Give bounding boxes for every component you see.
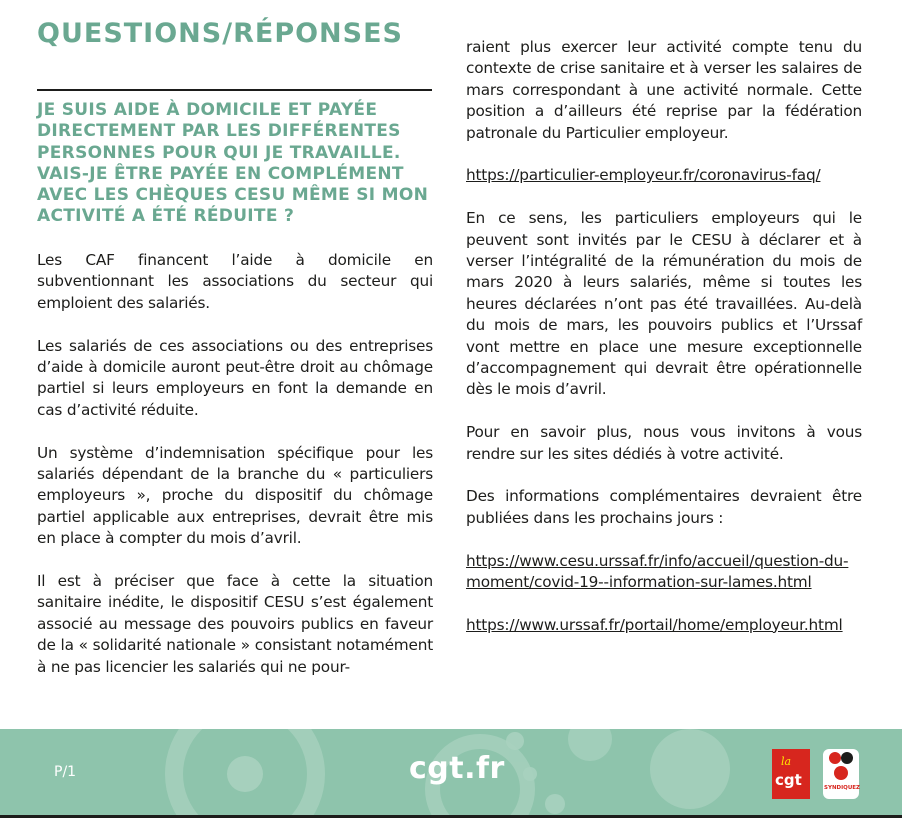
paragraph-continuation: raient plus exercer leur activité compte tenu du contexte de crise sanitaire et à verser les salaires de mars correspondant à une activité normale. Cette position a d’ailleurs été reprise par la fédération patronale du Particulier employeur. — [466, 38, 862, 142]
link-particulier-employeur[interactable]: https://particulier-employeur.fr/coronavirus-faq/ — [466, 166, 821, 185]
paragraph-cesu: Il est à préciser que face à cette la situation sanitaire inédite, le dispositif CESU s’est également associé au message des pouvoirs publics en faveur de la « solidarité nationale » consistant notamément à ne pas licencier les salariés qui ne pour- — [37, 572, 433, 676]
cgt-logo-text: cgt — [775, 771, 802, 789]
website-label: cgt.fr — [409, 751, 505, 786]
paragraph-en-savoir-plus: Pour en savoir plus, nous vous invitons à vous rendre sur les sites dédiés à votre activité. — [466, 423, 862, 463]
link-cesu-urssaf[interactable]: https://www.cesu.urssaf.fr/info/accueil/question-du-moment/covid-19--information-sur-lames.html — [466, 551, 849, 592]
paragraph-chomage-partiel: Les salariés de ces associations ou des entreprises d’aide à domicile auront peut-être droit au chômage partiel si leurs employeurs en font la demande en cas d’activité réduite. — [37, 336, 433, 419]
paragraph-caf: Les CAF financent l’aide à domicile en subventionnant les associations du secteur qui emploient des salariés. — [37, 251, 433, 312]
page-title: QUESTIONS/RÉPONSES — [37, 18, 403, 49]
link-paragraph-particulier-employeur — [466, 165, 862, 186]
question-heading: JE SUIS AIDE À DOMICILE ET PAYÉE DIRECTEMENT PAR LES DIFFÉRENTES PERSONNES POUR QUI JE TRAVAILLE. VAIS-JE ÊTRE PAYÉE EN COMPLÉMENT AVEC LES CHÈQUES CESU MÊME SI MON ACTIVITÉ A ÉTÉ RÉDUITE ? — [37, 100, 429, 227]
link-urssaf-employeur[interactable]: https://www.urssaf.fr/portail/home/employeur.html — [466, 615, 843, 634]
syndiquez-vous-figures-icon — [823, 749, 859, 783]
cgt-logo-la: la — [781, 755, 792, 768]
paragraph-indemnisation: Un système d’indemnisation spécifique pour les salariés dépendant de la branche du « particuliers employeurs », proche du dispositif du chômage partiel applicable aux entreprises, devrait être mis en place à compter du mois d’avril. — [37, 443, 433, 548]
paragraph-en-ce-sens: En ce sens, les particuliers employeurs qui le peuvent sont invités par le CESU à déclarer et à verser l’intégralité de la rémunération du mois de mars 2020 à leurs salariés, même si toutes les heures déclarées n’ont pas été travaillées. Au-delà du mois de mars, les pouvoirs publics et l’Urssaf vont mettre en place une mesure exceptionnelle d’accompagnement qui devrait être opérationnelle dès le mois d’avril. — [466, 209, 862, 399]
link-paragraph-cesu — [466, 551, 862, 594]
syndiquez-vous-logo — [823, 749, 859, 799]
title-divider — [37, 89, 432, 91]
syndiquez-label: SYNDIQUEZ — [824, 785, 861, 791]
link-paragraph-urssaf — [466, 615, 862, 636]
footer-band — [0, 729, 902, 818]
left-column — [37, 250, 433, 699]
cgt-logo — [772, 749, 810, 799]
page-number: P/1 — [54, 764, 77, 780]
paragraph-informations: Des informations complémentaires devraient être publiées dans les prochains jours : — [466, 487, 862, 527]
right-column — [466, 37, 862, 658]
